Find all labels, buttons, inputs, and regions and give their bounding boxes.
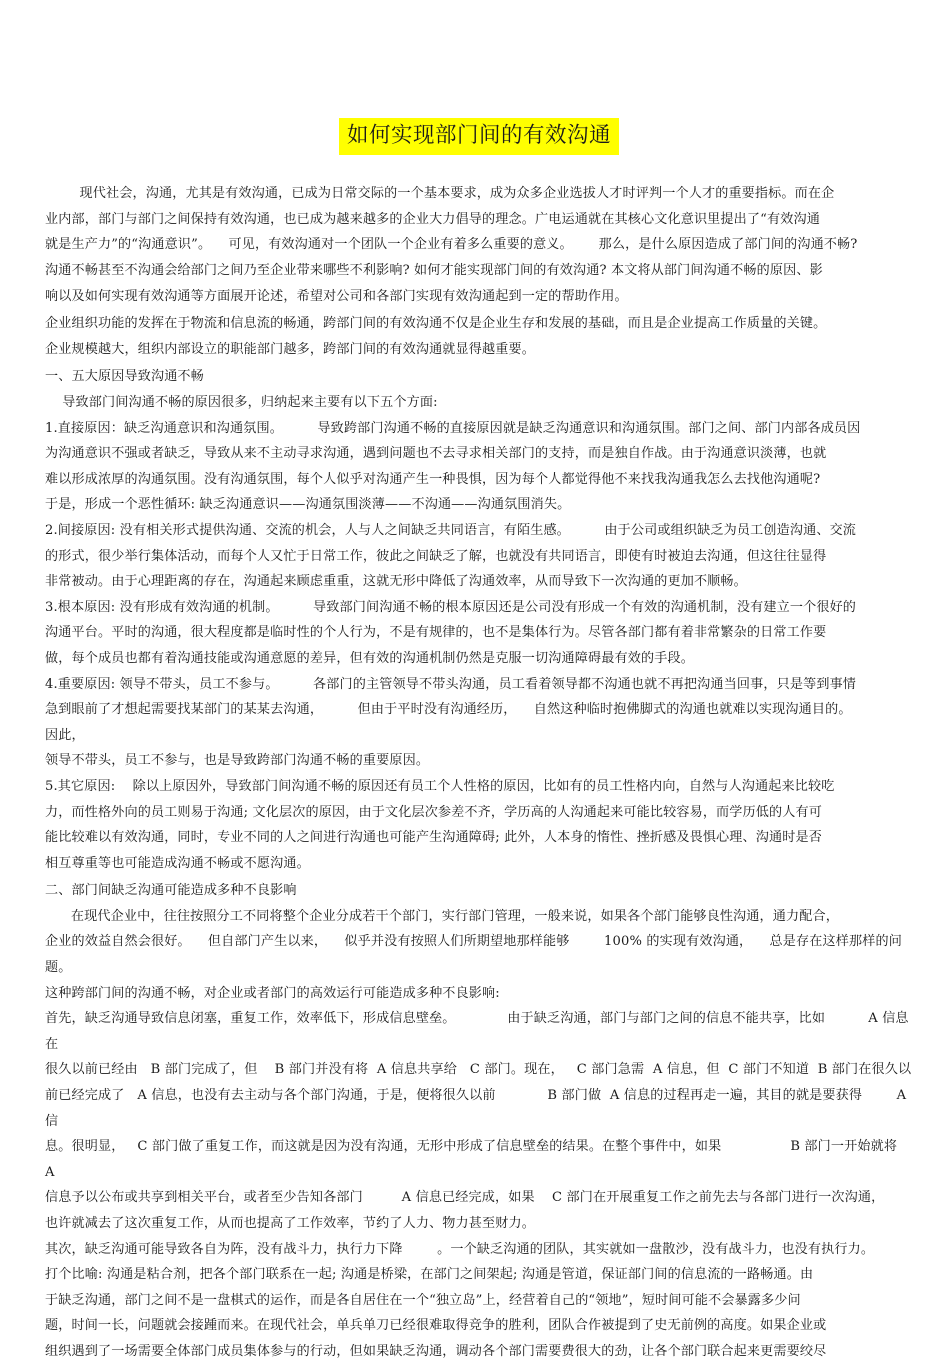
document-line: 难以形成浓厚的沟通氛围。没有沟通氛围，每个人似乎对沟通产生一种畏惧，因为每个人都觉得他不来找我沟通我怎么去找他沟通呢? [45,471,821,487]
document-line: 急到眼前了才想起需要找某部门的某某去沟通， 但由于平时没有沟通经历， 自然这种临时抱佛脚式的沟通也就难以实现沟通目的。 因此， [45,702,904,743]
document-body [45,118,913,1365]
document-line: 企业组织功能的发挥在于物流和信息流的畅通，跨部门间的有效沟通不仅是企业生存和发展的基础，而且是企业提高工作质量的关键。 [45,316,827,332]
document-line: 首先，缺乏沟通导致信息闭塞，重复工作，效率低下，形成信息壁垒。 由于缺乏沟通，部门与部门之间的信息不能共享，比如 A 信息在 [45,1011,909,1052]
document-line: 于是，形成一个恶性循环: 缺乏沟通意识——沟通氛围淡薄——不沟通——沟通氛围消失。 [45,497,571,513]
document-line: 相互尊重等也可能造成沟通不畅或不愿沟通。 [45,855,310,871]
page-title [45,118,913,155]
document-line: 能比较难以有效沟通，同时，专业不同的人之间进行沟通也可能产生沟通障碍; 此外，人本身的惰性、挫折感及畏惧心理、沟通时是否 [45,830,823,846]
document-line: 息。很明显， C 部门做了重复工作，而这就是因为没有沟通，无形中形成了信息壁垒的结果。在整个事件中，如果 B 部门一开始就将 A [45,1139,911,1180]
document-line: 就是生产力”的“沟通意识”。 可见，有效沟通对一个团队一个企业有着多么重要的意义。 那么，是什么原因造成了部门间的沟通不畅? [45,237,858,253]
document-line: 题，时间一长，问题就会接踵而来。在现代社会，单兵单刀已经很难取得竞争的胜利，团队合作被提到了史无前例的高度。如果企业或 [45,1318,827,1334]
document-line: 非常被动。由于心理距离的存在，沟通起来顾虑重重，这就无形中降低了沟通效率，从而导致下一次沟通的更加不顺畅。 [45,574,747,590]
document-line: 5.其它原因: 除以上原因外，导致部门间沟通不畅的原因还有员工个人性格的原因，比如有的员工性格内向，自然与人沟通起来比较吃 [45,778,835,794]
document-line: 业内部，部门与部门之间保持有效沟通，也已成为越来越多的企业大力倡导的理念。广电运通就在其核心文化意识里提出了“有效沟通 [45,211,820,227]
document-line: 其次，缺乏沟通可能导致各自为阵，没有战斗力，执行力下降 。一个缺乏沟通的团队，其实就如一盘散沙，没有战斗力，也没有执行力。 [45,1241,875,1257]
document-line: 二、部门间缺乏沟通可能造成多种不良影响 [45,883,297,899]
document-line: 的形式，很少举行集体活动，而每个人又忙于日常工作，彼此之间缺乏了解，也就没有共同语言，即使有时被迫去沟通，但这往往显得 [45,548,827,564]
document-line: 2.间接原因: 没有相关形式提供沟通、交流的机会，人与人之间缺乏共同语言，有陌生感。 由于公司或组织缺乏为员工创造沟通、交流 [45,522,857,538]
document-line: 现代社会，沟通，尤其是有效沟通，已成为日常交际的一个基本要求，成为众多企业选拔人才时评判一个人才的重要指标。而在企 [45,186,835,202]
document-line: 信息予以公布或共享到相关平台，或者至少告知各部门 A 信息已经完成，如果 C 部门在开展重复工作之前先去与各部门进行一次沟通， [45,1190,885,1206]
document-line: 领导不带头，员工不参与，也是导致跨部门沟通不畅的重要原因。 [45,753,430,769]
document-line: 沟通平台。平时的沟通，很大程度都是临时性的个人行为，不是有规律的，也不是集体行为。尽管各部门都有着非常繁杂的日常工作要 [45,625,827,641]
document-text-block [45,181,913,1364]
document-line: 前已经完成了 A 信息，也没有去主动与各个部门沟通，于是，便将很久以前 B 部门做 A 信息的过程再走一遍，其目的就是要获得 A 信 [45,1088,911,1129]
document-line: 很久以前已经由 B 部门完成了，但 B 部门并没有将 A 信息共享给 C 部门。现在， C 部门急需 A 信息，但 C 部门不知道 B 部门在很久以 [45,1062,912,1078]
document-line: 于缺乏沟通，部门之间不是一盘棋式的运作，而是各自居住在一个“独立岛”上，经营着自己的“领地”，短时间可能不会暴露多少问 [45,1292,801,1308]
document-line: 这种跨部门间的沟通不畅，对企业或者部门的高效运行可能造成多种不良影响: [45,985,500,1001]
document-line: 在现代企业中，往往按照分工不同将整个企业分成若干个部门，实行部门管理，一般来说，如果各个部门能够良性沟通，通力配合， [45,908,840,924]
document-line: 一、五大原因导致沟通不畅 [45,369,204,385]
document-line: 为沟通意识不强或者缺乏，导致从来不主动寻求沟通，遇到问题也不去寻求相关部门的支持，而是独自作战。由于沟通意识淡薄，也就 [45,446,827,462]
page-title-text: 如何实现部门间的有效沟通 [339,118,619,155]
document-line: 导致部门间沟通不畅的原因很多，归纳起来主要有以下五个方面: [45,395,438,410]
document-line: 做，每个成员也都有着沟通技能或沟通意愿的差异，但有效的沟通机制仍然是克服一切沟通障碍最有效的手段。 [45,650,694,666]
document-line: 沟通不畅甚至不沟通会给部门之间乃至企业带来哪些不利影响? 如何才能实现部门间的有效沟通? 本文将从部门间沟通不畅的原因、影 [45,263,823,279]
document-line: 1.直接原因：缺乏沟通意识和沟通氛围。 导致跨部门沟通不畅的直接原因就是缺乏沟通意识和沟通氛围。部门之间、部门内部各成员因 [45,420,861,436]
document-line: 企业规模越大，组织内部设立的职能部门越多，跨部门间的有效沟通就显得越重要。 [45,341,536,357]
document-line: 组织遇到了一场需要全体部门成员集体参与的行动，但如果缺乏沟通，调动各个部门需要费很大的劲，让各个部门联合起来更需要绞尽 [45,1343,827,1359]
document-line: 响以及如何实现有效沟通等方面展开论述，希望对公司和各部门实现有效沟通起到一定的帮助作用。 [45,288,628,304]
document-line: 力，而性格外向的员工则易于沟通; 文化层次的原因，由于文化层次参差不齐，学历高的人沟通起来可能比较容易，而学历低的人有可 [45,804,823,820]
document-line: 也许就减去了这次重复工作，从而也提高了工作效率，节约了人力、物力甚至财力。 [45,1216,536,1231]
document-line: 3.根本原因: 没有形成有效沟通的机制。 导致部门间沟通不畅的根本原因还是公司没有形成一个有效的沟通机制，没有建立一个很好的 [45,599,857,615]
document-line: 打个比喻: 沟通是粘合剂，把各个部门联系在一起; 沟通是桥梁，在部门之间架起; 沟通是管道，保证部门间的信息流的一路畅通。由 [45,1267,814,1283]
document-line: 4.重要原因: 领导不带头，员工不参与。 各部门的主管领导不带头沟通，员工看着领导都不沟通也就不再把沟通当回事，只是等到事情 [45,676,857,692]
document-line: 企业的效益自然会很好。 但自部门产生以来， 似乎并没有按照人们所期望地那样能够 100% 的实现有效沟通， 总是存在这样那样的问题。 [45,934,902,976]
